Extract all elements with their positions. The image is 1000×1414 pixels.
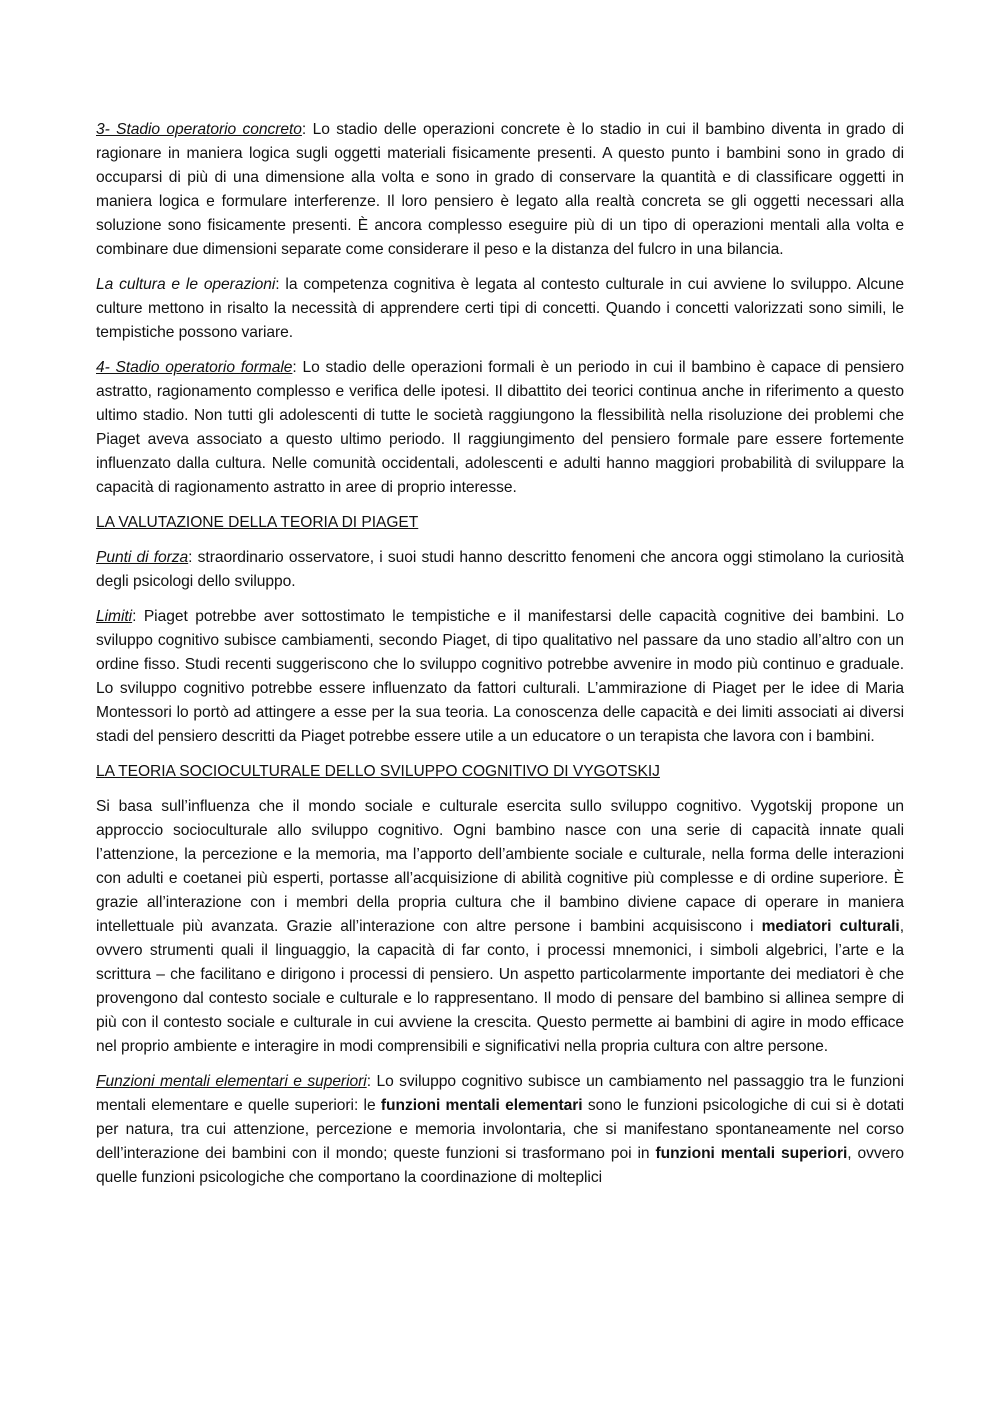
cultura-operazioni-text: : la competenza cognitiva è legata al contesto culturale in cui avviene lo sviluppo. Alcune culture mettono in risalto la necessità di apprendere certi tipi di concetti. Quando i concetti valorizzati sono simili, le tempistiche possono variare. — [96, 276, 905, 341]
paragraph-punti-di-forza — [96, 546, 904, 594]
funzioni-mentali-text-a: : Lo sviluppo cognitivo subisce un cambiamento nel passaggio tra le funzioni mentali elementare e quelle superiori: le — [96, 1073, 905, 1114]
vygotskij-text-b: , ovvero strumenti quali il linguaggio, la capacità di far conto, i processi mnemonici, i simboli algebrici, l’arte e la scrittura – che facilitano e dirigono i processi di pensiero. Un aspetto particolarmente importante dei mediatori è che provengono dal contesto sociale e culturale e lo rappresentano. Il modo di pensare del bambino si allinea sempre di più con il contesto sociale e culturale in cui avviene la crescita. Questo permette ai bambini di agire in modo efficace nel proprio ambiente e interagire in modi comprensibili e significativi nella propria cultura con altre persone. — [96, 918, 904, 1055]
paragraph-funzioni-mentali — [96, 1070, 904, 1190]
stadio-concreto-title: 3- Stadio operatorio concreto — [96, 121, 302, 138]
heading-valutazione-piaget: LA VALUTAZIONE DELLA TEORIA DI PIAGET — [96, 514, 419, 531]
punti-di-forza-text: : straordinario osservatore, i suoi studi hanno descritto fenomeni che ancora oggi stimolano la curiosità degli psicologi dello sviluppo. — [96, 549, 905, 590]
stadio-formale-text: : Lo stadio delle operazioni formali è un periodo in cui il bambino è capace di pensiero astratto, ragionamento complesso e verifica delle ipotesi. Il dibattito dei teorici continua anche in riferimento a questo ultimo stadio. Non tutti gli adolescenti di tutte le società raggiungono la flessibilità nella risoluzione dei problemi che Piaget aveva associato a questo ultimo periodo. Il raggiungimento del pensiero formale pare essere fortemente influenzato dalla cultura. Nelle comunità occidentali, adolescenti e adulti hanno maggiori probabilità di sviluppare la capacità di ragionamento astratto in aree di proprio interesse. — [96, 359, 904, 496]
paragraph-limiti — [96, 605, 904, 749]
heading-teoria-vygotskij: LA TEORIA SOCIOCULTURALE DELLO SVILUPPO COGNITIVO DI VYGOTSKIJ — [96, 763, 660, 780]
paragraph-vygotskij — [96, 795, 904, 1059]
funzioni-superiori-term: funzioni mentali superiori — [655, 1145, 848, 1162]
stadio-concreto-text: : Lo stadio delle operazioni concrete è lo stadio in cui il bambino diventa in grado di ragionare in maniera logica sugli oggetti materiali fisicamente presenti. A questo punto i bambini sono in grado di occuparsi di più di una dimensione alla volta e sono in grado di conservare la quantità e di classificare oggetti in maniera logica e formulare interferenze. Il loro pensiero è legato alla realtà concreta se gli oggetti necessari alla soluzione sono fisicamente presenti. È ancora complesso eseguire più di un tipo di operazioni mentali alla volta e combinare due dimensioni separate come considerare il peso e la distanza del fulcro in una bilancia. — [96, 121, 904, 258]
funzioni-elementari-term: funzioni mentali elementari — [380, 1097, 583, 1114]
mediatori-culturali-term: mediatori culturali — [761, 918, 900, 935]
cultura-operazioni-title: La cultura e le operazioni — [96, 276, 276, 293]
limiti-title: Limiti — [96, 608, 133, 625]
punti-di-forza-title: Punti di forza — [96, 549, 189, 566]
paragraph-stadio-formale — [96, 356, 904, 500]
vygotskij-text-a: Si basa sull’influenza che il mondo sociale e culturale esercita sullo sviluppo cognitivo. Vygotskij propone un approccio socioculturale allo sviluppo cognitivo. Ogni bambino nasce con una serie di capacità innate quali l’attenzione, la percezione e la memoria, ma l’apporto dell’ambiente sociale e culturale, nella forma delle interazioni con adulti e coetanei più esperti, portasse all’acquisizione di abilità cognitive più complesse e di ordine superiore. È grazie all’interazione con i membri della propria cultura che il bambino diviene capace di operare in maniera intellettuale più avanzata. Grazie all’interazione con altre persone i bambini acquisiscono i — [96, 798, 904, 935]
limiti-text: : Piaget potrebbe aver sottostimato le tempistiche e il manifestarsi delle capacità cognitive dei bambini. Lo sviluppo cognitivo subisce cambiamenti, secondo Piaget, di tipo qualitativo nel passare da uno stadio all’altro con un ordine fisso. Studi recenti suggeriscono che lo sviluppo cognitivo potrebbe avvenire in modo più continuo e graduale. Lo sviluppo cognitivo potrebbe essere influenzato da fattori culturali. L’ammirazione di Piaget per le idee di Maria Montessori lo portò ad attingere a esse per la sua teoria. La conoscenza delle capacità e dei limiti associati ai diversi stadi del pensiero descritti da Piaget potrebbe essere utile a un educatore o un terapista che lavora con i bambini. — [96, 608, 904, 745]
paragraph-stadio-concreto — [96, 118, 904, 262]
paragraph-cultura-operazioni — [96, 273, 904, 345]
funzioni-mentali-text-b: sono le funzioni psicologiche di cui si è dotati per natura, tra cui attenzione, percezione e memoria involontaria, che si manifestano spontaneamente nel corso dell’interazione dei bambini con il mondo; queste funzioni si trasformano poi in — [96, 1097, 904, 1162]
funzioni-mentali-title: Funzioni mentali elementari e superiori — [96, 1073, 367, 1090]
funzioni-mentali-text-c: , ovvero quelle funzioni psicologiche che comportano la coordinazione di molteplici — [96, 1145, 904, 1186]
stadio-formale-title: 4- Stadio operatorio formale — [96, 359, 293, 376]
